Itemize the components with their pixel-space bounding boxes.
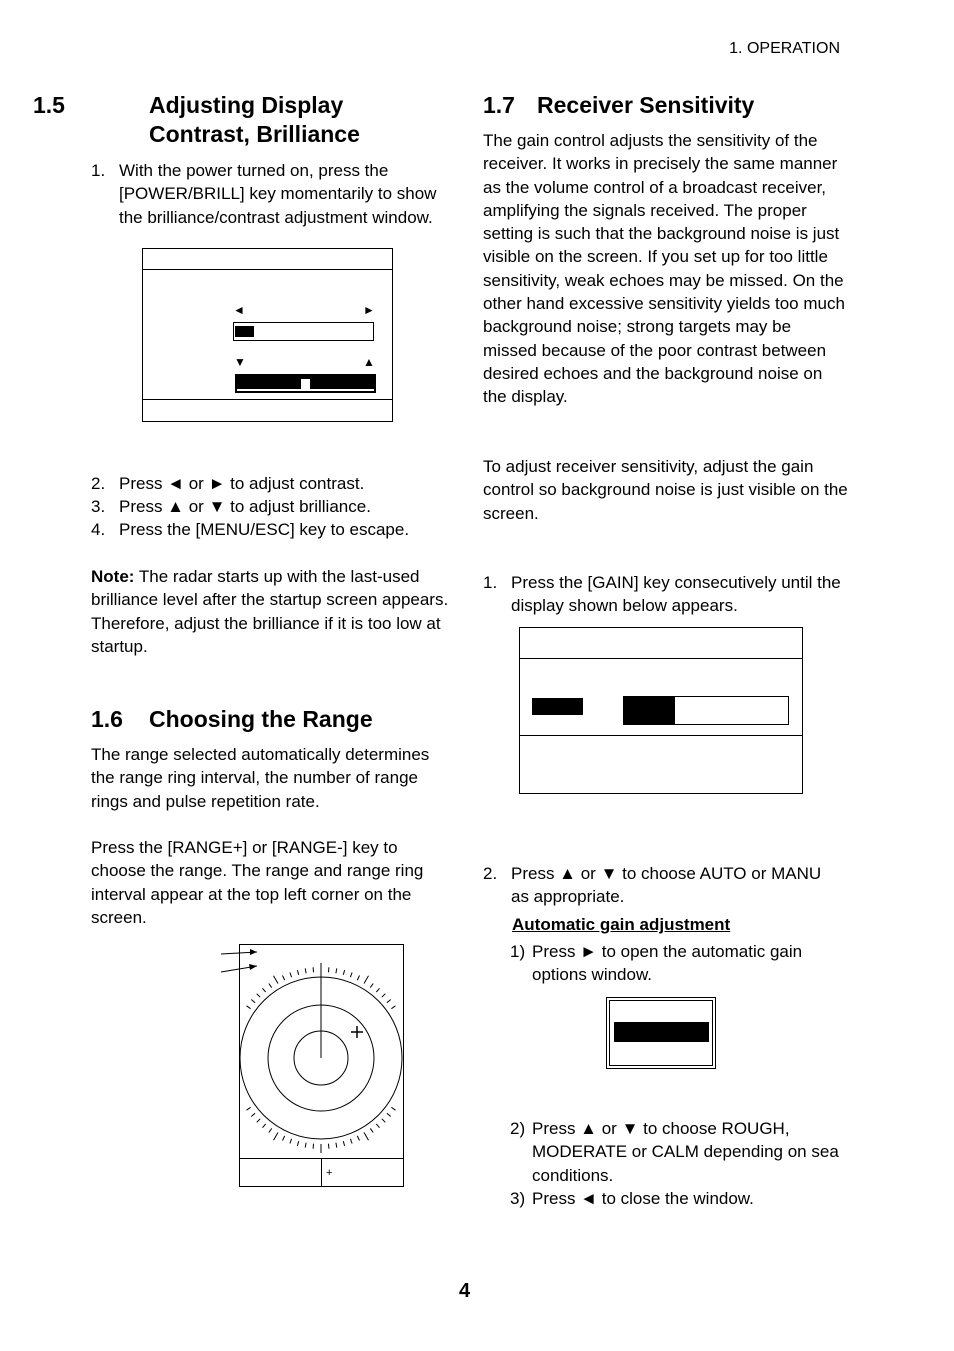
title-text: Choosing the Range [149,706,373,732]
section-number: 1.7 [483,92,515,118]
gain-bar-fill [624,697,675,724]
window-divider [520,658,802,659]
bearing-tick [274,976,279,984]
list-item [483,862,843,909]
list-item [91,518,453,541]
bearing-tick [350,973,352,978]
bearing-tick [364,1133,369,1141]
list-item [510,940,843,987]
bearing-tick [391,1006,395,1009]
bearing-tick [391,1107,395,1110]
bearing-tick [370,984,373,988]
list-text: Press ▲ or ▼ to choose ROUGH, MODERATE or CALM depending on sea conditions. [532,1119,839,1185]
list-text: Press ▲ or ▼ to choose AUTO or MANU as appropriate. [511,864,822,907]
bearing-tick [297,1141,298,1146]
list-text: Press the [GAIN] key consecutively until the display shown below appears. [511,573,841,616]
bearing-tick [376,988,379,992]
contrast-bar [233,322,374,341]
running-header: 1. OPERATION [729,40,840,57]
list-item [91,159,453,229]
bearing-tick [357,976,359,981]
selected-option-highlight [614,1022,709,1042]
list-text: Press the [MENU/ESC] key to escape. [119,520,410,539]
bearing-tick [336,968,337,973]
list-number: 2. [483,864,498,883]
paragraph: The range selected automatically determines the range ring interval, the number of range rings and pulse repetition rate. [91,745,430,811]
bearing-tick [343,1141,344,1146]
title-line-1: Adjusting Display [149,92,344,118]
gain-window [519,627,803,794]
ring-interval-callout-arrowhead [249,964,257,970]
note-text: The radar starts up with the last-used brilliance level after the startup screen appears. Therefore, adjust the brilliance if it is too low at startup. [91,567,449,656]
list-number: 3) [510,1189,526,1208]
auto-gain-heading: Automatic gain adjustment [512,915,731,934]
bearing-tick [357,1136,359,1141]
bearing-tick [370,1128,373,1132]
bearing-tick [305,1143,306,1148]
bearing-tick [387,1113,391,1116]
list-item [91,472,453,495]
section-number: 1.5 [33,92,65,118]
bearing-tick [336,1143,337,1148]
list-number: 2. [91,474,106,493]
bearing-tick [247,1006,251,1009]
bearing-tick [263,1124,266,1128]
arrow-up-icon: ▲ [363,355,375,369]
bearing-tick [283,976,285,981]
list-item [510,1187,843,1210]
bearing-tick [263,988,266,992]
page-number: 4 [459,1280,471,1302]
paragraph: Press the [RANGE+] or [RANGE-] key to choose the range. The range and range ring interval appear at the top left corner on the screen. [91,838,424,927]
list-item [483,571,843,618]
paragraph: The gain control adjusts the sensitivity of the receiver. It works in precisely the same manner as the volume control of a broadcast receiver, amplifying the signals received. The proper setting is such that the background noise is just visible on the screen. If you set up for too little sensitivity, weak echoes may be missed. On the other hand excessive sensitivity yields too much background noise; strong targets may be missed because of the poor contrast between desired echoes and the background noise on the display. [483,131,845,407]
bearing-tick [290,1139,292,1144]
note-paragraph [91,565,455,658]
bearing-tick [305,968,306,973]
bearing-tick [247,1107,251,1110]
section-number: 1.6 [91,706,123,732]
bearing-tick [350,1139,352,1144]
arrow-down-icon: ▼ [234,355,246,369]
range-callout-arrowhead [250,949,257,955]
list-number: 3. [91,497,106,516]
list-text: Press ► to open the automatic gain options window. [532,942,803,985]
contrast-bar-fill [235,326,254,337]
list-number: 1) [510,942,526,961]
window-divider [520,735,802,736]
bearing-tick [283,1136,285,1141]
title-line-2: Contrast, Brilliance [149,121,360,147]
gain-bar [623,696,789,725]
list-number: 2) [510,1119,526,1138]
list-number: 1. [483,573,498,592]
list-text: Press ◄ or ► to adjust contrast. [119,474,365,493]
window-divider [143,269,392,270]
arrow-left-icon: ◄ [233,303,245,317]
bearing-tick [269,1128,272,1132]
cursor-position-mark: + [326,1167,333,1179]
arrow-right-icon: ► [363,303,375,317]
list-number: 1. [91,161,106,180]
bearing-tick [387,1000,391,1003]
brilliance-bar [235,374,376,393]
window-divider [143,399,392,400]
bearing-tick [382,1119,386,1123]
title-text: Receiver Sensitivity [537,92,755,118]
bearing-tick [290,973,292,978]
bearing-tick [343,970,344,975]
bearing-tick [364,976,369,984]
paragraph: To adjust receiver sensitivity, adjust the gain control so background noise is just visible on the screen. [483,457,848,523]
radar-display-figure [215,940,410,1190]
section-1-5-title [33,91,461,149]
bearing-tick [269,984,272,988]
section-1-6-title [91,705,461,734]
bearing-tick [251,1000,255,1003]
list-text: Press ▲ or ▼ to adjust brilliance. [119,497,371,516]
bearing-tick [376,1124,379,1128]
list-text: Press ◄ to close the window. [532,1189,754,1208]
bearing-tick [257,994,261,998]
list-item [91,495,453,518]
list-item [510,1117,843,1187]
bearing-tick [382,994,386,998]
bearing-tick [297,970,298,975]
note-label: Note: [91,567,135,586]
brilliance-slider-marker [301,379,310,389]
bearing-tick [251,1113,255,1116]
bearing-tick [257,1119,261,1123]
gain-mode-highlight [532,698,583,715]
brilliance-bar-underline [237,389,374,391]
list-text: With the power turned on, press the [POWER/BRILL] key momentarily to show the brilliance/contrast adjustment window. [119,161,437,227]
bearing-tick [274,1133,279,1141]
list-number: 4. [91,520,106,539]
auto-gain-options-window [606,997,717,1070]
brilliance-contrast-window [142,248,393,422]
section-1-7-title [483,91,853,120]
